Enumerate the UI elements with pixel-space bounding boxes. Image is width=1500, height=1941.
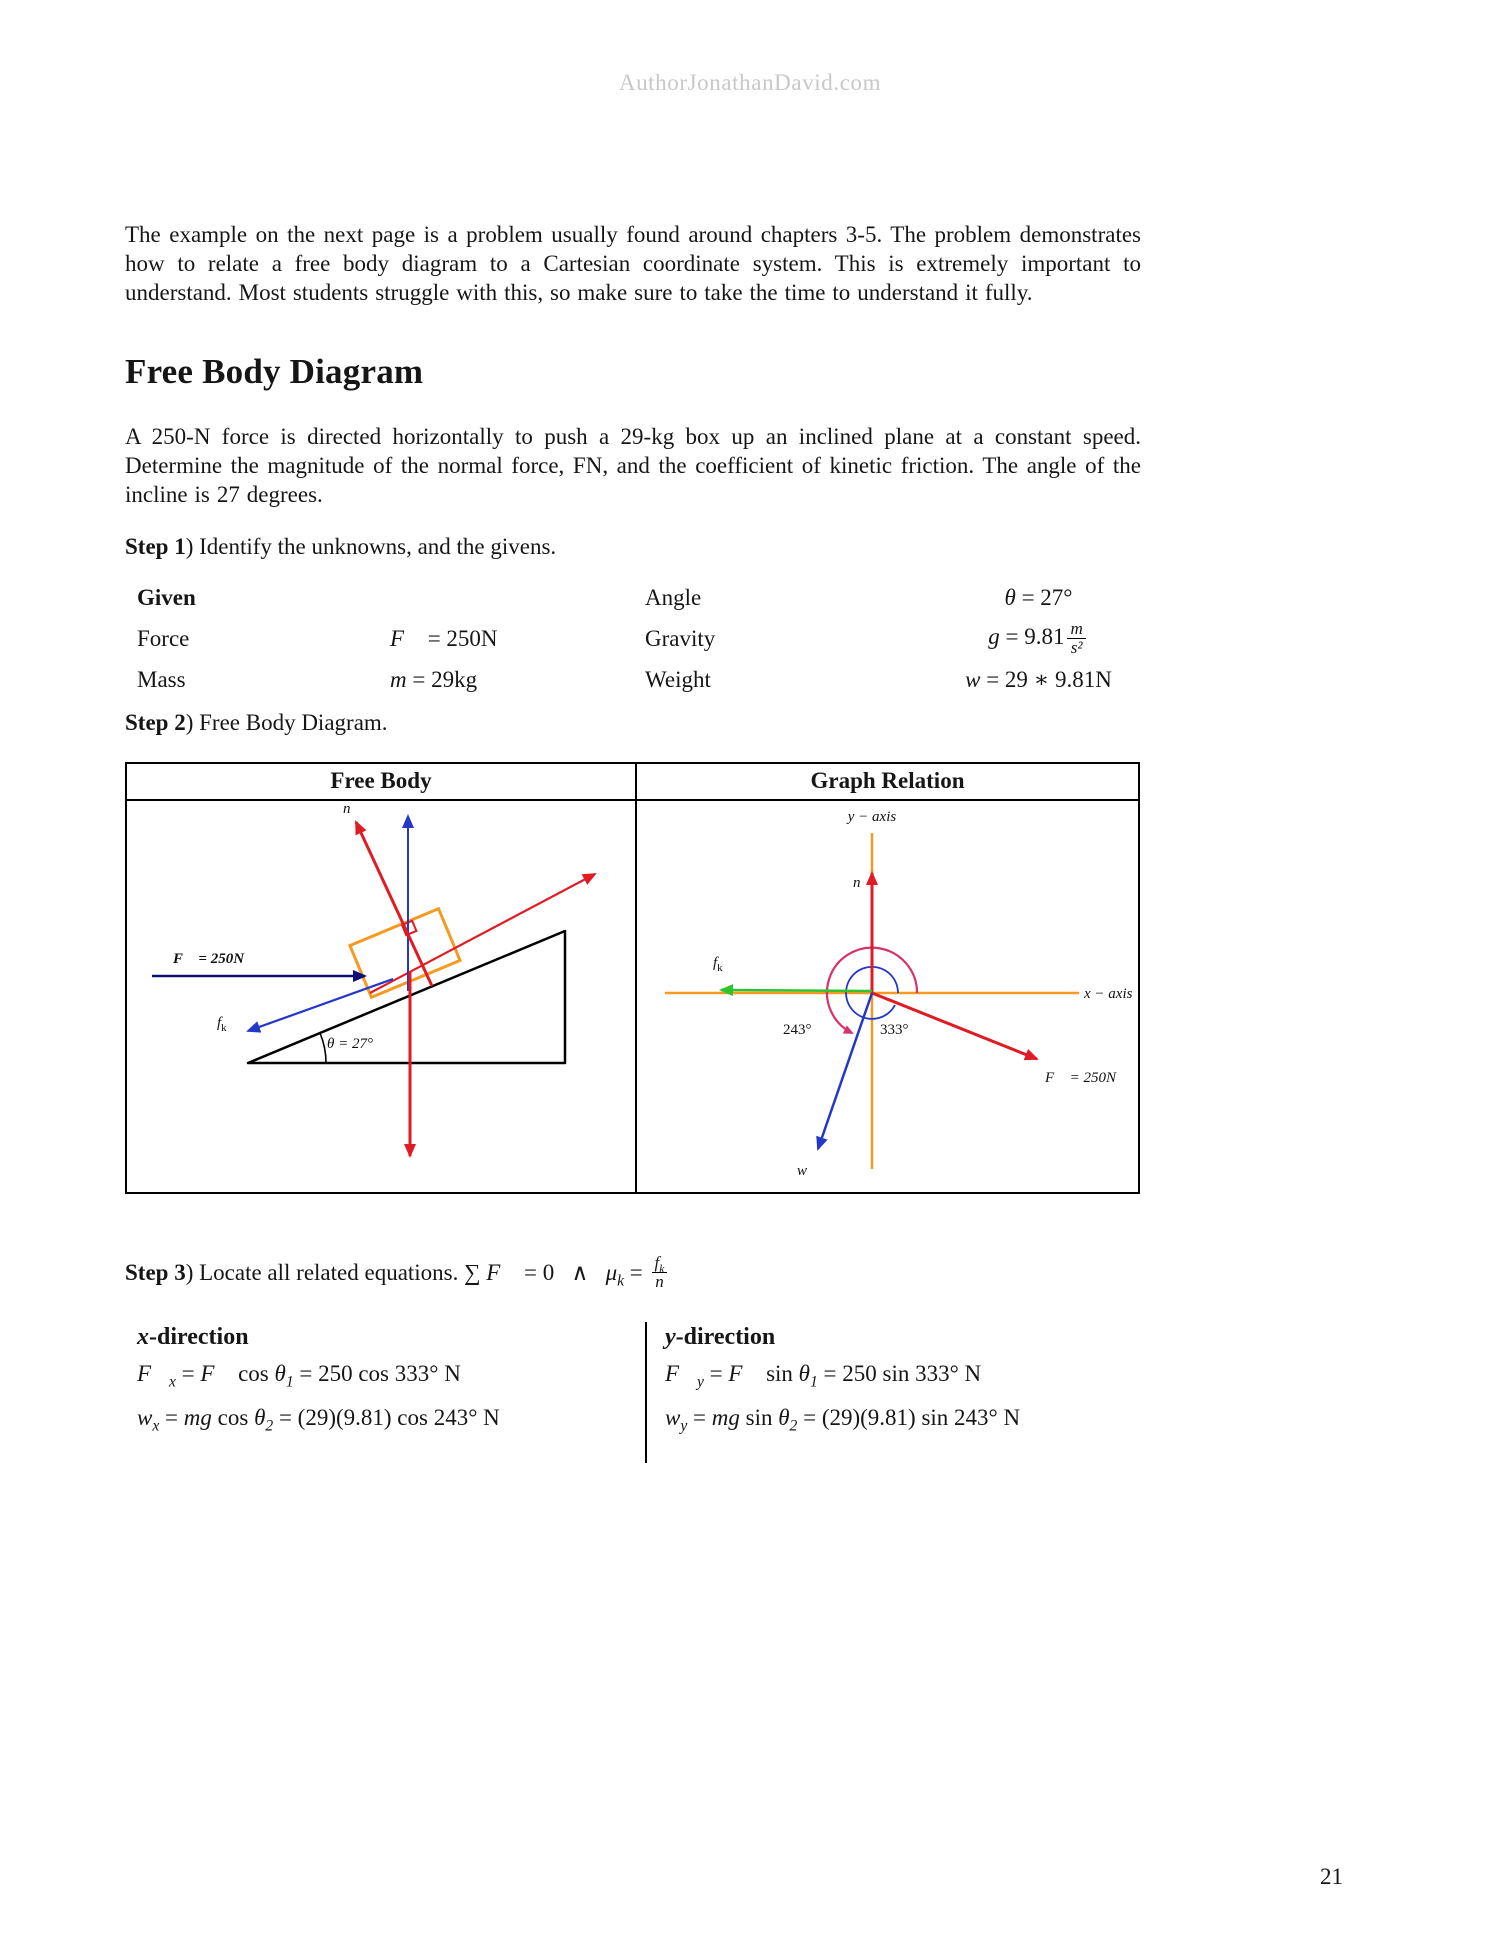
- y-direction-title: y-direction: [665, 1324, 776, 1350]
- y-axis-label: y − axis: [847, 809, 897, 825]
- x-direction-title: x-direction: [137, 1324, 249, 1350]
- step-2-line: [125, 710, 388, 736]
- free-body-diagram: [127, 801, 633, 1190]
- x-weight-equation: $w_x$ = mg $\cos \theta_2 = (29)(9.81)$ cos 243° N: [137, 1405, 500, 1435]
- step-1-text: ) Identify the unknowns, and the givens.: [185, 534, 557, 559]
- force-label: Force: [137, 625, 190, 651]
- friction-label: $f_k$: [713, 955, 723, 974]
- angle-value: θ = 27°: [1004, 585, 1073, 610]
- angle-243-label: 243°: [783, 1022, 812, 1038]
- y-weight-equation: $w_y$ = mg $\sin \theta_2 = (29)(9.81)$ sin 243° N: [665, 1405, 1021, 1435]
- x-axis-label: x − axis: [1084, 986, 1133, 1002]
- direction-equations: [125, 1322, 1141, 1463]
- step-3-line: [125, 1254, 670, 1292]
- force-vector-label: F⃗ = 250N: [1045, 1070, 1116, 1086]
- weight-value: w = 29 ∗ 9.81N: [965, 666, 1112, 692]
- graph-relation-diagram: [637, 801, 1138, 1190]
- mass-value: m = 29kg: [390, 666, 478, 692]
- watermark: AuthorJonathanDavid.com: [618, 70, 882, 95]
- incline-angle-arc: [320, 1033, 326, 1063]
- weight-label: w: [797, 1163, 808, 1179]
- gravity-label: Gravity: [645, 625, 716, 651]
- step-2-label: Step 2: [125, 710, 186, 735]
- free-body-panel: [127, 764, 635, 1192]
- step-3-equation: ∑ F⃗ = 0 ∧ $\mu_k$ =: [464, 1259, 649, 1290]
- friction-vector: [721, 990, 872, 991]
- weight-label: Weight: [645, 666, 711, 692]
- friction-arrow: [248, 979, 393, 1031]
- step-1-label: Step 1: [125, 534, 186, 559]
- y-direction-column: [645, 1322, 1141, 1463]
- angle-label: Angle: [645, 585, 702, 610]
- step-3-label: Step 3: [125, 1259, 186, 1285]
- incline-angle-label: θ = 27°: [327, 1036, 373, 1052]
- free-body-title: Free Body: [127, 764, 635, 801]
- section-heading: Free Body Diagram: [125, 352, 424, 391]
- weight-vector: [818, 993, 872, 1149]
- x-force-equation: $F⃗_x$ = F⃗ $\cos \theta_1 = 250$ cos 333° N: [137, 1361, 461, 1391]
- y-force-equation: $F⃗_y$ = F⃗ $\sin \theta_1 = 250$ sin 333° N: [665, 1361, 982, 1391]
- gravity-value: g = 9.81 $\frac{m}{\text{s²}}$: [988, 620, 1089, 658]
- step-1-line: [125, 534, 556, 560]
- free-body-figure: [125, 762, 1140, 1194]
- fraction-fk-over-n: $\frac{f_k}{n}$: [652, 1254, 668, 1292]
- applied-force-label: F⃗ = 250N: [173, 951, 245, 967]
- givens-header: Given: [137, 585, 196, 610]
- givens-table: [137, 585, 1142, 693]
- x-direction-column: [125, 1322, 645, 1463]
- graph-relation-title: Graph Relation: [637, 764, 1138, 801]
- angle-333-label: 333°: [880, 1022, 909, 1038]
- gravity-units-fraction: $\frac{m}{\text{s²}}$: [1067, 620, 1085, 658]
- graph-relation-panel: [635, 764, 1138, 1192]
- normal-label: n: [343, 801, 351, 817]
- normal-label: n: [853, 875, 861, 891]
- mass-label: Mass: [137, 666, 186, 692]
- intro-paragraph: The example on the next page is a problem usually found around chapters 3-5. The problem demonstrates how to relate a free body diagram to a Cartesian coordinate system. This is extremely important to understand. Most students struggle with this, so make sure to take the time to understand it fully.: [125, 222, 1141, 305]
- friction-label: $f_k$: [217, 1015, 227, 1034]
- force-value: F⃗ = 250N: [390, 625, 498, 651]
- step-3-text: ) Locate all related equations.: [185, 1259, 465, 1285]
- problem-paragraph: A 250-N force is directed horizontally to push a 29-kg box up an inclined plane at a constant speed. Determine the magnitude of the normal force, FN, and the coefficient of kinetic friction. The angle of the incline is 27 degrees.: [125, 424, 1141, 507]
- page-number: 21: [1320, 1864, 1343, 1889]
- step-2-text: ) Free Body Diagram.: [185, 710, 388, 735]
